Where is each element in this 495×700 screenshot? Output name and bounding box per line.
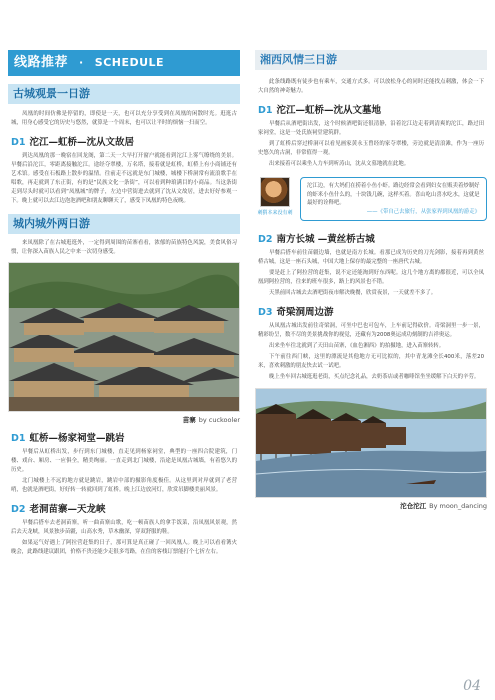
quote-box	[300, 177, 487, 221]
quote-text: 沱江边，有大妈们在捞着小鱼小虾。路边经常会看到妇女在贩卖着炒制好的虾米小鱼什么的，十块钱几碗，这样买着。喜山吃山喜水吃水，这就是最好的诠释吧。	[307, 183, 480, 206]
day-label: D1	[11, 137, 26, 148]
right-column	[255, 50, 487, 510]
day-title	[258, 231, 487, 245]
photo-caption	[255, 501, 487, 510]
day-description: 北门城楼上不远的地方就是跳岩，跳岩中部的摄影角度极佳。从这里到对岸就到了老营哨，也就是酒吧街，好好转一转就回到了虹桥。晚上江边放河灯，欣赏吊脚楼美丽风景。	[11, 478, 237, 493]
caption-title: 苗寨	[182, 416, 196, 424]
day-route: 沱江—虹桥—沈从文故居	[29, 137, 135, 148]
quote-source-link[interactable]: ——《带自己去旅行，从张家界到凤凰的游走》	[366, 208, 480, 215]
day-description: 早餐后从虹桥出发，步行到东门城楼，直走见到杨家祠堂，典型的一座四合院建筑，门楼、戏台、厢房、一应俱全，精美绚丽。一直走到北门城楼，沿途是凤凰古城墙，有着悠久的历史。	[11, 449, 237, 473]
river-image	[256, 389, 487, 498]
quote-block	[255, 177, 487, 221]
day-title	[258, 102, 487, 116]
caption-credit: by cuckooler	[198, 416, 240, 424]
day-description: 天黑前回古城去去酒吧街夜市解决晚餐，欣赏夜景，一天就差不多了。	[269, 290, 437, 296]
day-description: 早餐后搭车前往苗疆边墙，也就是南方长城。看那已成为历史的刀光剑影，接着再到黄丝桥古城，这是一座石头城，中国大地上保存的最完整的一座唐代古城。	[258, 250, 484, 265]
section-title-old-town	[8, 84, 240, 104]
banner-dot: ·	[79, 56, 84, 69]
day-route: 老洞苗寨—天龙峡	[29, 504, 106, 515]
day-route: 奇梁洞周边游	[276, 307, 334, 318]
day-label: D2	[11, 504, 26, 515]
left-column	[8, 50, 240, 557]
day-description: 如果运气好遇上了阿拉营赶集的日子，那可算是真正碰了一回凤凰人。晚上可以看看篝火晚会，此路线建议跟团，价格不贵还能少走很多弯路，在住的客栈订票能打个七折左右。	[11, 540, 237, 555]
day-description: 出来坐车往北就到了天田山苗寨，《血色湘西》的拍摄地，进入苗寨转转。	[269, 343, 445, 349]
day-description: 要是赶上了阿拉营的赶集，说不定还能淘到好东西呢。这几个地方离的都很近，可以全凤凰到阿拉营的，往来的班车很多，路上的风景也不错。	[258, 270, 484, 285]
section-title-text: 城内城外两日游	[13, 217, 90, 230]
miao-village-photo	[8, 262, 240, 412]
day-description: 早餐后从酒吧街出发，这个时候酒吧街还很清静，沿着沱江边走着到清爽的沱江，路过田家祠堂，这是一处氏族祠堂建筑群。	[258, 121, 484, 136]
section-title-text: 湘西风情三日游	[260, 53, 337, 66]
day-label: D1	[258, 105, 273, 116]
caption-credit: By moon_dancing	[429, 502, 487, 510]
page-number: 04	[463, 678, 481, 694]
day-title	[11, 430, 240, 444]
section-title-two-day	[8, 214, 240, 234]
section-title-text: 古城观景一日游	[13, 87, 90, 100]
section-title-three-day	[255, 50, 487, 70]
day-title	[11, 134, 240, 148]
author-name[interactable]: 刺猬本来没有刺	[257, 210, 293, 216]
day-route: 南方长城 —黄丝桥古城	[276, 234, 375, 245]
avatar	[260, 177, 290, 207]
day-route: 虹桥—杨家祠堂—跳岩	[29, 433, 125, 444]
day-description: 从凤凰古城出发前往奇梁洞，可坐中巴也可包车，上车前记得砍价。奇梁洞里一步一景，精彩纷呈，数不尽的美景挑战你的视觉，还藏有为2008奥运成功刻制的吉祥奥运。	[258, 323, 484, 338]
photo-caption	[8, 415, 240, 424]
tuojiang-river-photo	[255, 388, 487, 498]
day-description: 到达凤凰的那一晚宿在回龙阁，第二天一大早打开窗户就能看到沱江上雾气缭绕的美景。早餐后沿沱江，零距离接触沱江。途经夺翠楼，万名塔，接着就是虹桥，虹桥上有小商铺还有艺术馆。感受在石板路上散步的温情。往前走不远就是东门城楼，城楼下桥洞常有流浪歌手在唱歌，再走就到了东正街，有的是“民族文化一条街”，可以看到种琅满目的小商品。当这条街走到尽头时就可以看到“凤凰城”的牌子，左边中营街进去就到了沈从文故居，进去好好参观一下。晚上就可以去江边泡泡酒吧和朋友聊聊天了，感受下凤凰的特色夜晚。	[11, 153, 237, 204]
day-label: D2	[258, 234, 273, 245]
day-description: 下午前往西门峡，这里的漂流是其他地方无可比拟的，其中青龙滩全长400米，落差20米，喜欢刺激的朋友快去试一试吧。	[258, 354, 484, 369]
day-label: D3	[258, 307, 273, 318]
day-title	[11, 501, 240, 515]
day-route: 沱江—虹桥—沈从文墓地	[276, 105, 382, 116]
caption-title: 沱仓沱江	[400, 502, 427, 510]
section-intro: 来凤凰除了在古城逛逛外，一定得到周围的苗寨看看，浓郁的苗族特色风貌，美食风俗习惯，让你深入苗族人民之中来一次切身感受。	[11, 240, 237, 255]
day-description: 晚上坐车回古城逛逛老街，买点纪念礼品，去奶茶店或者咖啡馆坐坐缓解下白天的辛劳。	[269, 374, 480, 380]
miao-village-image	[9, 263, 240, 412]
day-description: 出来接着可以乘坐人力车到听涛山，沈从文墓地就在此地。	[269, 161, 410, 167]
banner-title: 线路推荐	[14, 55, 69, 70]
day-label: D1	[11, 433, 26, 444]
section-intro: 凤凰的时间仿佛是停留的，即使是一天，也可以充分享受到在凤凰的闲散时光。逛逛古城，用身心感受它的历史与悠然，就算是一个周末，也可以让平时的烦恼一扫而空。	[11, 111, 237, 126]
author-avatar-wrap	[255, 177, 295, 216]
day-description: 到了虹桥后穿过桥洞可以看见画家黄永玉曾经的家夺翠楼，旁边就是清浪滩，作为一座历史悠久的古洞，非常值得一观。	[258, 141, 484, 156]
day-description: 早餐后搭车去老洞苗寨，听一曲苗寨山歌，吃一顿苗族人的拿手饭菜，沿凤凰风景观，然后去天龙峡，风景独步苗疆，山高水秀，草木幽深，穿双舒服的鞋。	[11, 520, 237, 535]
day-title	[258, 304, 487, 318]
section-intro: 此条线路既有徒步也有乘车，交通方式多。可以放松身心的同时还能找点刺激，体会一下大自然的神奇魅力。	[258, 79, 484, 94]
banner-subtitle: SCHEDULE	[94, 56, 165, 69]
schedule-banner	[8, 50, 240, 76]
